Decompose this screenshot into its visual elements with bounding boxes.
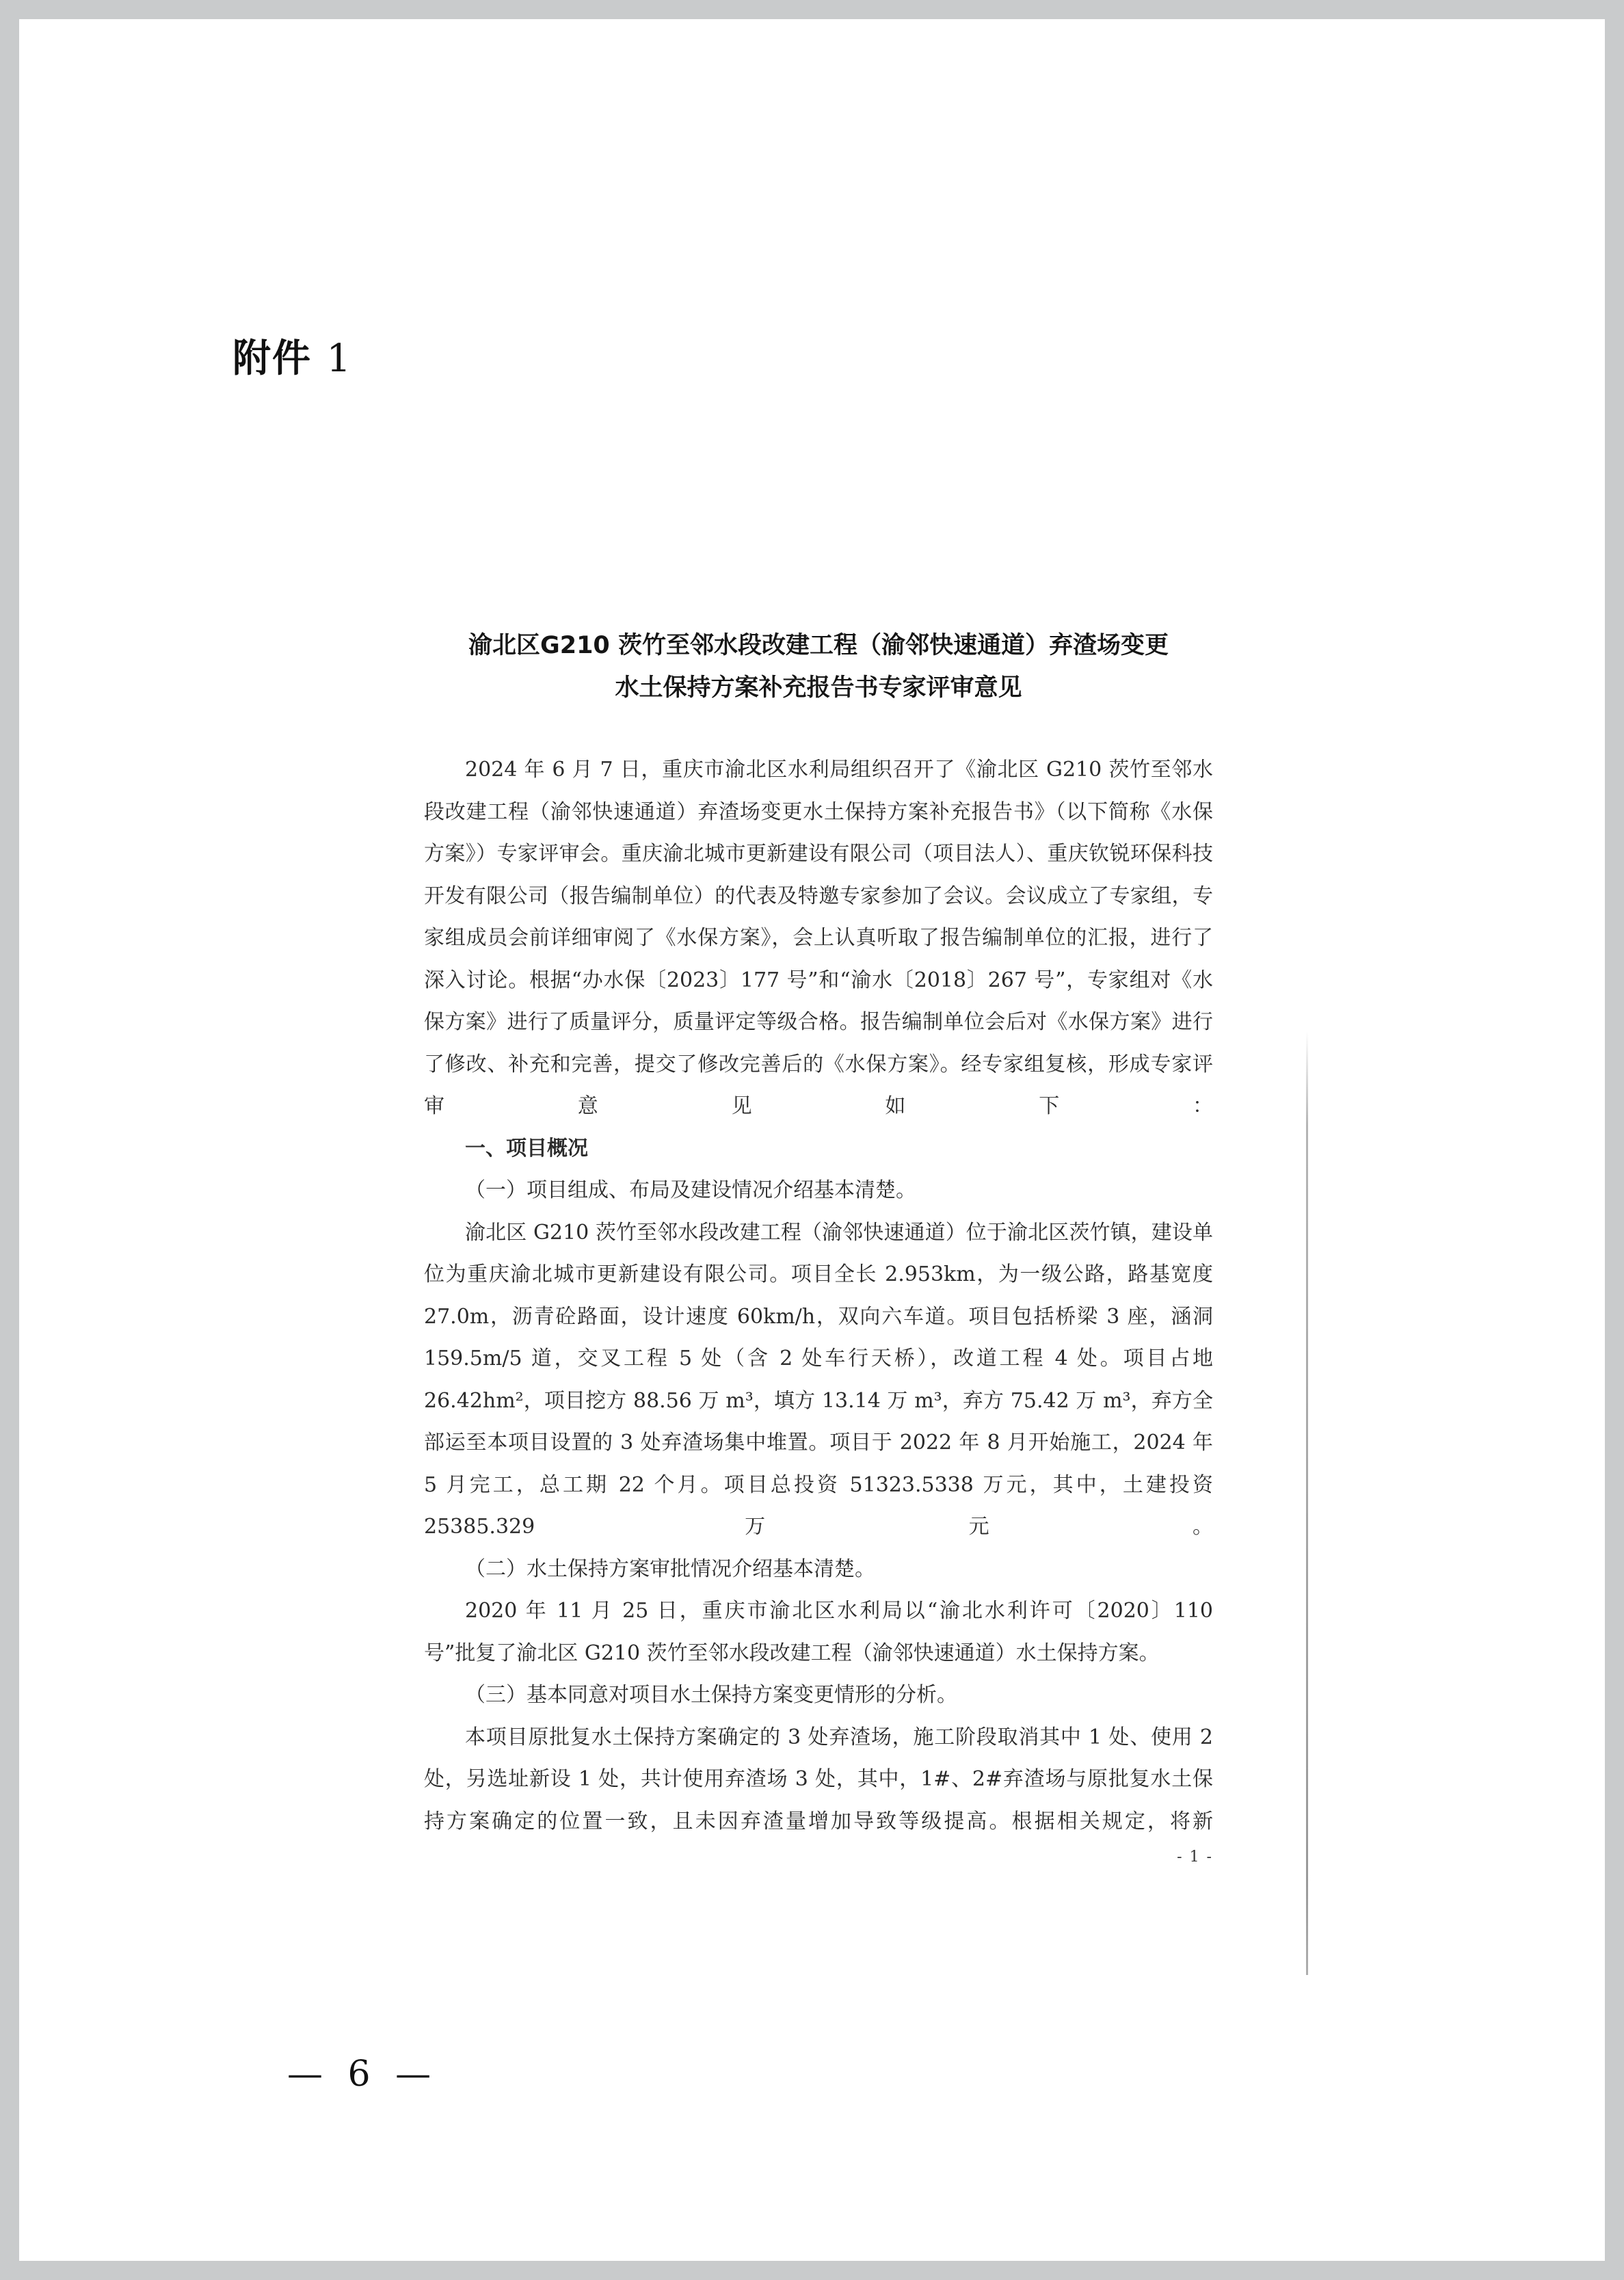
approval-paragraph: 2020 年 11 月 25 日，重庆市渝北区水利局以“渝北水利许可〔2020〕110 号”批复了渝北区 G210 茨竹至邻水段改建工程（渝邻快速通道）水土保持方案。 <box>424 1599 1213 1665</box>
intro-paragraph: 2024 年 6 月 7 日，重庆市渝北区水利局组织召开了《渝北区 G210 茨竹至邻水段改建工程（渝邻快速通道）弃渣场变更水土保持方案补充报告书》（以下简称《水保方案》）专家评审会。重庆渝北城市更新建设有限公司（项目法人）、重庆钦锐环保科技开发有限公司（报告编制单位）的代表及特邀专家参加了会议。会议成立了专家组，专家组成员会前详细审阅了《水保方案》，会上认真听取了报告编制单位的汇报，进行了深入讨论。根据“办水保〔2023〕177 号”和“渝水〔2018〕267 号”，专家组对《水保方案》进行了质量评分，质量评定等级合格。报告编制单位会后对《水保方案》进行了修改、补充和完善，提交了修改完善后的《水保方案》。经专家组复核，形成专家评审意见如下： <box>424 758 1213 1118</box>
document-body <box>424 749 1213 1842</box>
document-title-line1: 渝北区G210 茨竹至邻水段改建工程（渝邻快速通道）弃渣场变更 <box>468 632 1169 659</box>
section-heading-project-overview: 一、项目概况 <box>465 1136 588 1161</box>
subsection-heading-3: （三）基本同意对项目水土保持方案变更情形的分析。 <box>465 1683 957 1707</box>
change-analysis-paragraph: 本项目原批复水土保持方案确定的 3 处弃渣场，施工阶段取消其中 1 处、使用 2 处，另选址新设 1 处，共计使用弃渣场 3 处，其中，1#、2#弃渣场与原批复水土保持方案确定的位置一致，且未因弃渣量增加导致等级提高。根据相关规定，将新 <box>424 1725 1213 1833</box>
subsection-heading-2: （二）水土保持方案审批情况介绍基本清楚。 <box>465 1556 875 1581</box>
scan-edge-line <box>1306 1031 1308 1975</box>
scanned-document <box>424 624 1213 1866</box>
subsection-heading-1: （一）项目组成、布局及建设情况介绍基本清楚。 <box>465 1178 916 1202</box>
attachment-number: 1 <box>326 336 353 381</box>
attachment-label <box>232 328 352 383</box>
page-number: — 6 — <box>287 2054 438 2095</box>
document-page <box>19 19 1605 2261</box>
document-title-line2: 水土保持方案补充报告书专家评审意见 <box>615 674 1022 702</box>
project-description-paragraph: 渝北区 G210 茨竹至邻水段改建工程（渝邻快速通道）位于渝北区茨竹镇，建设单位为重庆渝北城市更新建设有限公司。项目全长 2.953km，为一级公路，路基宽度 27.0m，沥青砼路面，设计速度 60km/h，双向六车道。项目包括桥梁 3 座，涵洞 159.5m/5 道，交叉工程 5 处（含 2 处车行天桥），改道工程 4 处。项目占地 26.42hm²，项目挖方 88.56 万 m³，填方 13.14 万 m³，弃方 75.42 万 m³，弃方全部运至本项目设置的 3 处弃渣场集中堆置。项目于 2022 年 8 月开始施工，2024 年 5 月完工，总工期 22 个月。项目总投资 51323.5338 万元，其中，土建投资 25385.329 万元。 <box>424 1220 1213 1539</box>
scan-page-number: - 1 - <box>1177 1848 1213 1866</box>
attachment-label-text: 附件 <box>232 336 312 381</box>
